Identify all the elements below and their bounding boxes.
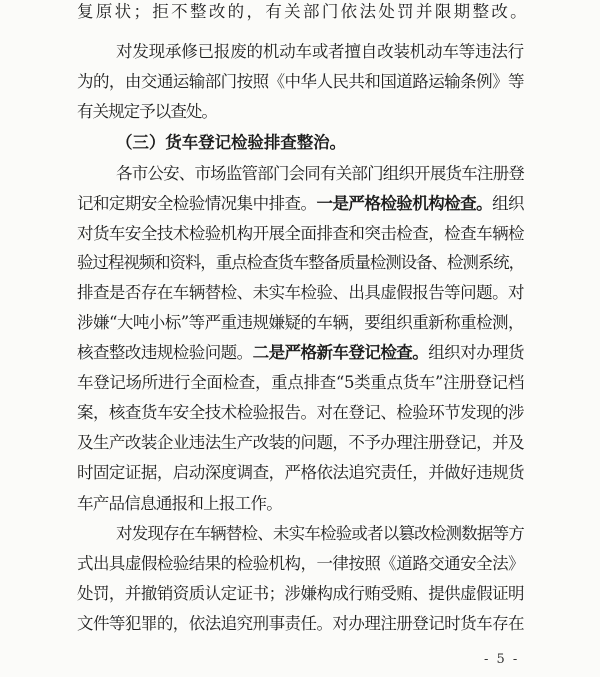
text-segment: 组织对办理货 bbox=[428, 343, 525, 362]
text-line bbox=[77, 373, 524, 393]
text-segment: 验过程视频和资料，重点检查货车整备质量检测设备、检测系统， bbox=[77, 253, 524, 272]
text-line bbox=[77, 283, 524, 303]
text-line bbox=[116, 42, 524, 62]
bold-text-segment: 一是严格检验机构检查。 bbox=[316, 194, 493, 213]
text-line bbox=[77, 253, 524, 273]
text-segment: 文件等犯罪的，依法追究刑事责任。对办理注册登记时货车存在 bbox=[77, 614, 524, 633]
text-segment: 排查是否存在车辆替检、未实车检验、出具虚假报告等问题。对 bbox=[77, 283, 524, 302]
text-line bbox=[77, 2, 529, 22]
text-segment: 时固定证据，启动深度调查，严格依法追究责任，并做好违规货 bbox=[77, 463, 524, 482]
text-segment: 为的，由交通运输部门按照《中华人民共和国道路运输条例》等 bbox=[77, 72, 524, 91]
text-line bbox=[77, 403, 524, 423]
bold-text-segment: 二是严格新车登记检查。 bbox=[252, 343, 429, 362]
text-line bbox=[77, 313, 524, 333]
text-line bbox=[77, 554, 524, 574]
text-line bbox=[77, 494, 282, 514]
text-line bbox=[77, 194, 524, 214]
text-segment: 记和定期安全检验情况集中排查。 bbox=[77, 194, 317, 213]
text-segment: 组织 bbox=[492, 194, 525, 213]
text-segment: 案，核查货车安全技术检验报告。对在登记、检验环节发现的涉 bbox=[77, 403, 524, 422]
text-line bbox=[77, 584, 524, 604]
text-segment: 复原状；拒不整改的，有关部门依法处罚并限期整改。 bbox=[77, 2, 529, 21]
text-segment: 及生产改装企业违法生产改装的问题，不予办理注册登记，并及 bbox=[77, 433, 524, 452]
text-line bbox=[77, 614, 524, 634]
text-line bbox=[116, 133, 346, 153]
text-segment: 有关规定予以查处。 bbox=[77, 102, 217, 121]
text-segment: 对货车安全技术检验机构开展全面排查和突击检查，检查车辆检 bbox=[77, 224, 524, 243]
text-line bbox=[77, 102, 217, 122]
text-line bbox=[77, 72, 524, 92]
text-segment: 式出具虚假检验结果的检验机构，一律按照《道路交通安全法》 bbox=[77, 554, 524, 573]
text-segment: 涉嫌“大吨小标”等严重违规嫌疑的车辆，要组织重新称重检测， bbox=[77, 313, 524, 332]
text-segment: 对发现存在车辆替检、未实车检验或者以篡改检测数据等方 bbox=[116, 524, 524, 543]
text-segment: 处罚，并撤销资质认定证书；涉嫌构成行贿受贿、提供虚假证明 bbox=[77, 584, 524, 603]
text-line bbox=[116, 164, 524, 184]
bold-text-segment: （三）货车登记检验排查整治。 bbox=[116, 133, 346, 152]
text-line bbox=[77, 463, 524, 483]
text-line bbox=[77, 224, 524, 244]
text-segment: 对发现承修已报废的机动车或者擅自改装机动车等违法行 bbox=[116, 42, 525, 61]
text-line bbox=[116, 524, 524, 544]
text-segment: 核查整改违规检验问题。 bbox=[77, 343, 253, 362]
text-segment: 车产品信息通报和上报工作。 bbox=[77, 494, 282, 513]
text-line bbox=[77, 433, 524, 453]
text-line bbox=[77, 343, 524, 363]
text-segment: 各市公安、市场监管部门会同有关部门组织开展货车注册登 bbox=[116, 164, 524, 183]
page-number: - 5 - bbox=[484, 652, 520, 667]
text-segment: 车登记场所进行全面检查，重点排查“5类重点货车”注册登记档 bbox=[77, 373, 524, 392]
